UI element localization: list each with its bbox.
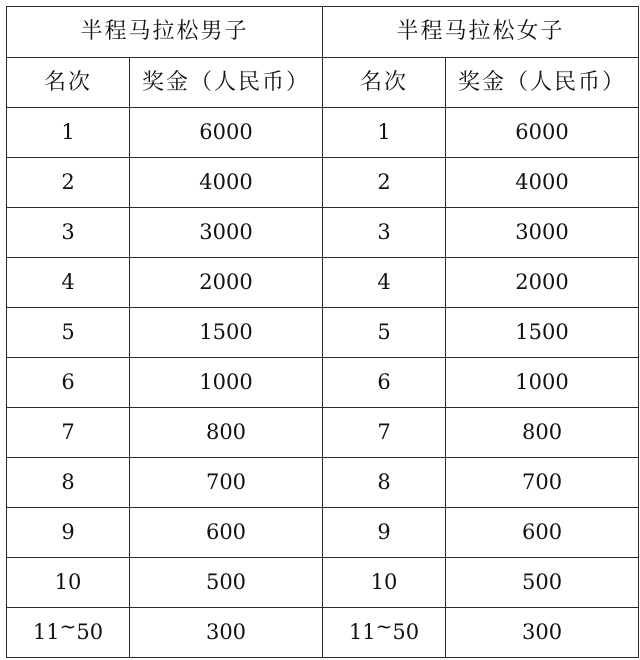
rank-range-start: 11 <box>32 620 60 644</box>
table-row <box>7 208 639 258</box>
men-rank-cell: 6 <box>7 358 130 408</box>
men-rank-cell: 10 <box>7 558 130 608</box>
men-prize-header: 奖金（人民币） <box>130 58 323 108</box>
men-prize-cell: 300 <box>130 608 323 658</box>
women-prize-cell: 2000 <box>446 258 639 308</box>
men-rank-cell: 8 <box>7 458 130 508</box>
women-rank-header: 名次 <box>323 58 446 108</box>
women-prize-cell: 1000 <box>446 358 639 408</box>
table-row <box>7 358 639 408</box>
table-title-row <box>7 7 639 58</box>
men-prize-cell: 600 <box>130 508 323 558</box>
table-row <box>7 508 639 558</box>
women-prize-cell: 6000 <box>446 108 639 158</box>
table-row <box>7 258 639 308</box>
men-prize-cell: 500 <box>130 558 323 608</box>
women-rank-cell: 1 <box>323 108 446 158</box>
table-row <box>7 458 639 508</box>
men-section-title: 半程马拉松男子 <box>7 7 323 58</box>
men-prize-cell: 1500 <box>130 308 323 358</box>
men-prize-cell: 3000 <box>130 208 323 258</box>
men-rank-cell: 1 <box>7 108 130 158</box>
women-rank-cell: 7 <box>323 408 446 458</box>
men-prize-cell: 4000 <box>130 158 323 208</box>
women-rank-cell: 4 <box>323 258 446 308</box>
rank-range-separator: ~ <box>375 614 393 638</box>
men-rank-cell: 2 <box>7 158 130 208</box>
women-section-title: 半程马拉松女子 <box>323 7 639 58</box>
men-rank-cell <box>7 608 130 658</box>
women-rank-cell: 2 <box>323 158 446 208</box>
table-row <box>7 108 639 158</box>
women-prize-cell: 600 <box>446 508 639 558</box>
women-rank-cell: 9 <box>323 508 446 558</box>
women-prize-cell: 700 <box>446 458 639 508</box>
men-rank-cell: 7 <box>7 408 130 458</box>
table-row <box>7 158 639 208</box>
table-row <box>7 408 639 458</box>
women-rank-cell: 6 <box>323 358 446 408</box>
rank-range-separator: ~ <box>59 614 77 638</box>
prize-money-table <box>6 6 639 658</box>
women-prize-cell: 1500 <box>446 308 639 358</box>
women-prize-cell: 300 <box>446 608 639 658</box>
women-rank-cell: 3 <box>323 208 446 258</box>
table-row <box>7 608 639 658</box>
men-prize-cell: 1000 <box>130 358 323 408</box>
table-row <box>7 308 639 358</box>
rank-range-end: 50 <box>392 620 420 644</box>
men-rank-cell: 5 <box>7 308 130 358</box>
women-rank-cell: 5 <box>323 308 446 358</box>
rank-range-start: 11 <box>348 620 376 644</box>
women-prize-cell: 3000 <box>446 208 639 258</box>
women-rank-cell <box>323 608 446 658</box>
women-rank-cell: 8 <box>323 458 446 508</box>
men-prize-cell: 800 <box>130 408 323 458</box>
column-header-row <box>7 58 639 108</box>
rank-range-end: 50 <box>76 620 104 644</box>
women-prize-header: 奖金（人民币） <box>446 58 639 108</box>
women-prize-cell: 800 <box>446 408 639 458</box>
men-prize-cell: 6000 <box>130 108 323 158</box>
men-rank-cell: 9 <box>7 508 130 558</box>
women-prize-cell: 4000 <box>446 158 639 208</box>
men-prize-cell: 700 <box>130 458 323 508</box>
men-rank-cell: 3 <box>7 208 130 258</box>
women-rank-cell: 10 <box>323 558 446 608</box>
table-row <box>7 558 639 608</box>
men-rank-header: 名次 <box>7 58 130 108</box>
men-prize-cell: 2000 <box>130 258 323 308</box>
women-prize-cell: 500 <box>446 558 639 608</box>
men-rank-cell: 4 <box>7 258 130 308</box>
